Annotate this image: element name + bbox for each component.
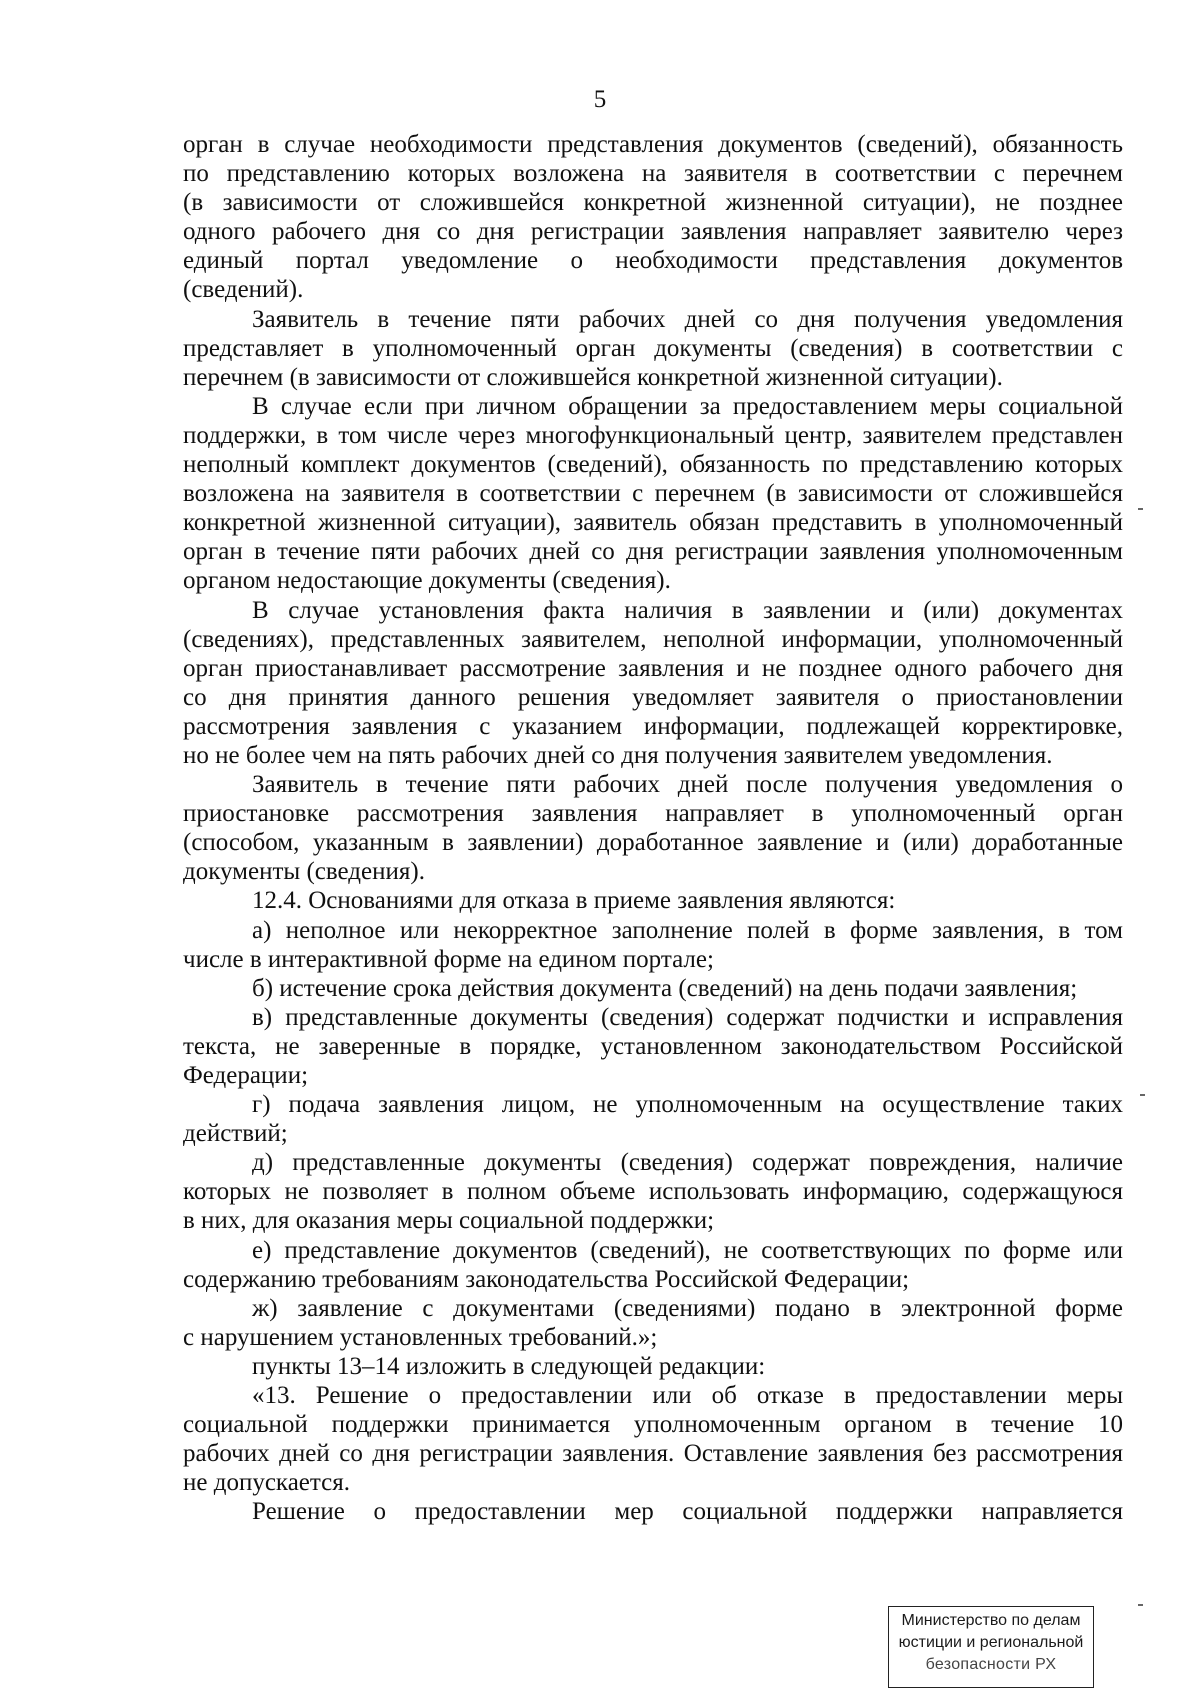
text-line: одного рабочего дня со дня регистрации заявления направляет заявителю через <box>183 218 1123 246</box>
text-line: социальной поддержки принимается уполномоченным органом в течение 10 <box>183 1411 1123 1439</box>
paragraph <box>183 916 1123 974</box>
text-line: со дня принятия данного решения уведомляет заявителя о приостановлении <box>183 683 1123 711</box>
stamp-line-2: юстиции и региональной <box>898 1634 1084 1651</box>
text-line: орган приостанавливает рассмотрение заявления и не позднее одного рабочего дня <box>183 654 1123 682</box>
text-line: поддержки, в том числе через многофункциональный центр, заявителем представлен <box>183 421 1123 449</box>
ministry-stamp <box>888 1606 1094 1688</box>
text-line: (сведений). <box>183 276 304 304</box>
text-line: Федерации; <box>183 1062 309 1089</box>
text-line: содержанию требованиям законодательства Российской Федерации; <box>183 1265 910 1293</box>
text-line: органом недостающие документы (сведения). <box>183 567 671 595</box>
text-line: д) представленные документы (сведения) содержат повреждения, наличие <box>252 1149 1123 1177</box>
text-line: г) подача заявления лицом, не уполномоченным на осуществление таких <box>252 1091 1123 1119</box>
text-line: перечнем (в зависимости от сложившейся конкретной жизненной ситуации). <box>183 363 1003 391</box>
text-line: б) истечение срока действия документа (сведений) на день подачи заявления; <box>252 974 1078 1002</box>
text-line: не допускается. <box>183 1469 350 1497</box>
text-line: (сведениях), представленных заявителем, неполной информации, уполномоченный <box>183 625 1123 653</box>
text-line: с нарушением установленных требований.»; <box>183 1323 658 1351</box>
text-line: (в зависимости от сложившейся конкретной жизненной ситуации), не позднее <box>183 189 1123 217</box>
text-line: Заявитель в течение пяти рабочих дней со дня получения уведомления <box>252 305 1123 333</box>
margin-mark <box>1138 508 1143 510</box>
text-line: В случае установления факта наличия в заявлении и (или) документах <box>252 596 1123 624</box>
text-line: которых не позволяет в полном объеме использовать информацию, содержащуюся <box>183 1178 1123 1206</box>
text-line: е) представление документов (сведений), не соответствующих по форме или <box>252 1236 1123 1264</box>
stamp-line-1: Министерство по делам <box>901 1612 1081 1629</box>
text-line: конкретной жизненной ситуации), заявитель обязан представить в уполномоченный <box>183 509 1123 537</box>
text-line: по представлению которых возложена на заявителя в соответствии с перечнем <box>183 160 1123 188</box>
text-line: приостановке рассмотрения заявления направляет в уполномоченный орган <box>183 800 1123 828</box>
paragraph <box>183 1148 1123 1235</box>
text-line: единый портал уведомление о необходимости представления документов <box>183 247 1123 275</box>
text-line: возложена на заявителя в соответствии с перечнем (в зависимости от сложившейся <box>183 480 1123 508</box>
text-line: 12.4. Основаниями для отказа в приеме заявления являются: <box>252 887 896 915</box>
paragraph <box>183 886 1123 915</box>
text-line: а) неполное или некорректное заполнение полей в форме заявления, в том <box>252 916 1123 944</box>
text-line: ж) заявление с документами (сведениями) подано в электронной форме <box>252 1294 1123 1322</box>
text-line: документы (сведения). <box>183 858 425 886</box>
paragraph <box>183 1352 1123 1381</box>
paragraph <box>183 1381 1123 1497</box>
text-line: в них, для оказания меры социальной поддержки; <box>183 1207 715 1235</box>
text-line: в) представленные документы (сведения) содержат подчистки и исправления <box>252 1003 1123 1031</box>
text-line: представляет в уполномоченный орган документы (сведения) в соответствии с <box>183 334 1123 362</box>
text-line: «13. Решение о предоставлении или об отказе в предоставлении меры <box>252 1382 1123 1410</box>
text-line: действий; <box>183 1120 288 1148</box>
text-line: Решение о предоставлении мер социальной поддержки направляется <box>252 1498 1123 1526</box>
paragraph <box>183 305 1123 392</box>
paragraph <box>183 130 1123 305</box>
text-line: текста, не заверенные в порядке, установленном законодательством Российской <box>183 1032 1123 1060</box>
paragraph <box>183 1497 1123 1526</box>
paragraph <box>183 1236 1123 1294</box>
text-line: орган в случае необходимости представления документов (сведений), обязанность <box>183 131 1123 158</box>
paragraph <box>183 392 1123 596</box>
paragraph <box>183 974 1123 1003</box>
paragraph <box>183 770 1123 886</box>
text-line: рабочих дней со дня регистрации заявления. Оставление заявления без рассмотрения <box>183 1440 1123 1468</box>
text-line: но не более чем на пять рабочих дней со дня получения заявителем уведомления. <box>183 741 1053 769</box>
paragraph <box>183 1003 1123 1090</box>
text-line: пункты 13–14 изложить в следующей редакции: <box>252 1352 766 1380</box>
margin-mark <box>1140 1094 1145 1096</box>
paragraph <box>183 1090 1123 1148</box>
text-line: В случае если при личном обращении за предоставлением меры социальной <box>252 392 1123 420</box>
paragraph <box>183 1294 1123 1352</box>
text-line: Заявитель в течение пяти рабочих дней после получения уведомления о <box>252 771 1123 799</box>
page-number: 5 <box>593 86 607 113</box>
margin-mark <box>1138 1604 1143 1606</box>
text-line: (способом, указанным в заявлении) доработанное заявление и (или) доработанные <box>183 829 1123 857</box>
text-line: числе в интерактивной форме на едином портале; <box>183 945 714 973</box>
text-line: орган в течение пяти рабочих дней со дня регистрации заявления уполномоченным <box>183 538 1123 566</box>
document-body <box>183 130 1123 1527</box>
text-line: рассмотрения заявления с указанием информации, подлежащей корректировке, <box>183 712 1123 740</box>
paragraph <box>183 596 1123 771</box>
text-line: неполный комплект документов (сведений), обязанность по представлению которых <box>183 451 1123 479</box>
stamp-line-3: безопасности РХ <box>925 1656 1057 1673</box>
